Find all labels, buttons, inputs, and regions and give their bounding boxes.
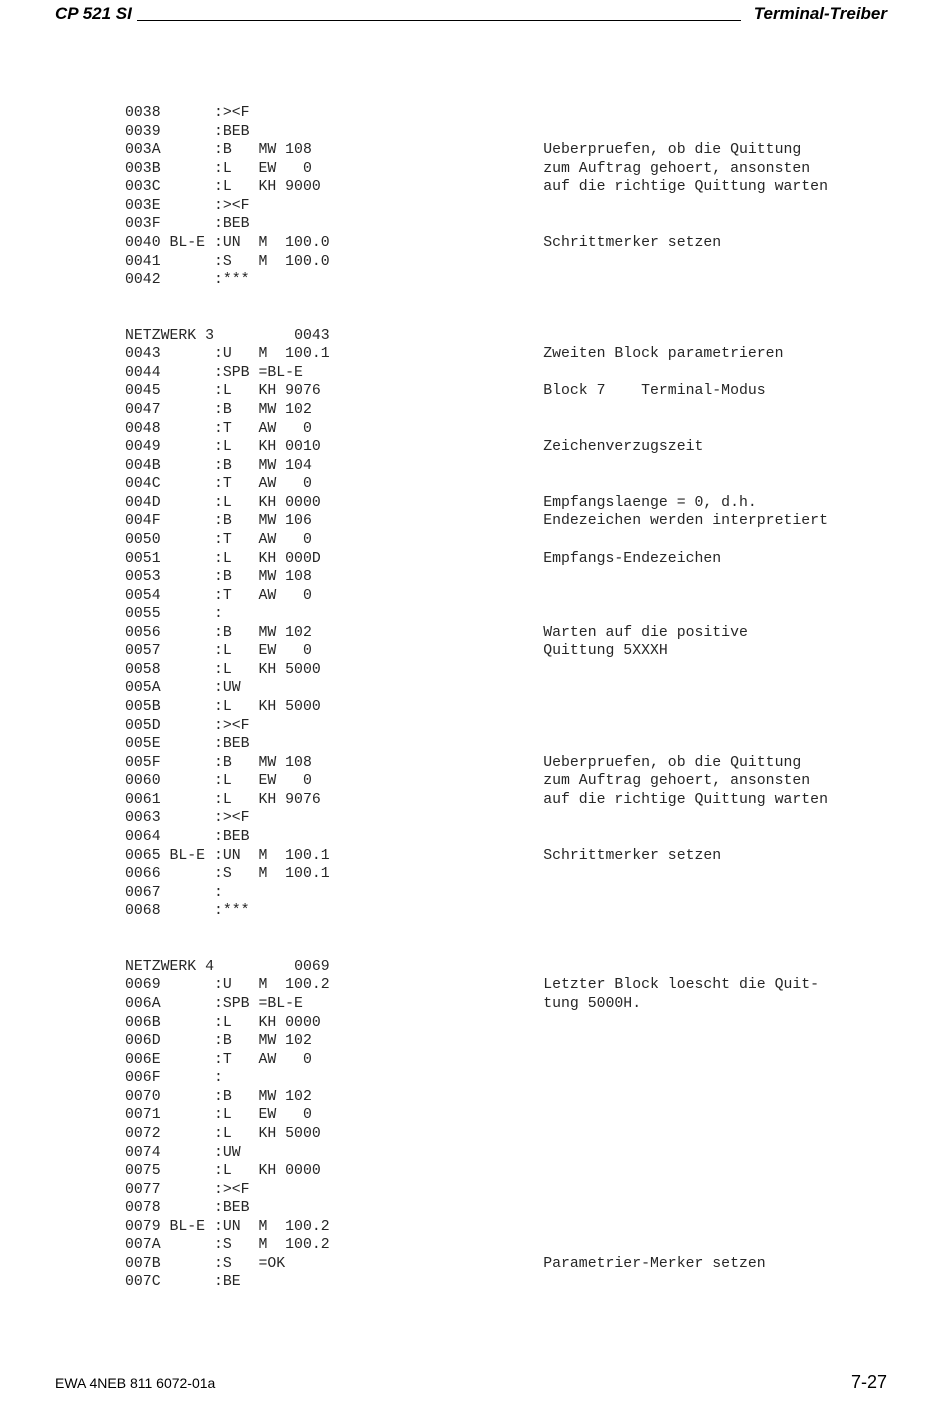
- code-line: [125, 642, 885, 661]
- line-address: 003B: [125, 160, 161, 177]
- code-line: [125, 494, 885, 513]
- instruction: :S M 100.1: [213, 866, 330, 883]
- line-comment: Zweiten Block parametrieren: [543, 346, 784, 363]
- instruction: :B MW 102: [213, 624, 312, 641]
- line-address: 0064: [125, 828, 161, 845]
- line-comment: Schrittmerker setzen: [543, 847, 722, 864]
- line-address: 0040: [125, 234, 161, 251]
- line-address: 0060: [125, 773, 161, 790]
- line-address: 0061: [125, 791, 161, 808]
- instruction: :B MW 108: [213, 569, 312, 586]
- line-address: 006E: [125, 1051, 161, 1068]
- code-line: [125, 568, 885, 587]
- instruction: :B MW 108: [213, 142, 312, 159]
- instruction: :L KH 9076: [213, 791, 321, 808]
- code-line: [125, 976, 885, 995]
- instruction: :***: [213, 903, 250, 920]
- code-line: [125, 1032, 885, 1051]
- line-comment: tung 5000H.: [543, 996, 642, 1012]
- line-address: 0047: [125, 402, 161, 418]
- line-address: 006F: [125, 1070, 161, 1087]
- instruction: :***: [213, 272, 250, 289]
- instruction: :L KH 0010: [213, 439, 321, 456]
- code-line: [125, 624, 885, 643]
- jump-label: BL-E: [169, 1218, 206, 1235]
- instruction: :><F: [213, 810, 250, 827]
- network-header: [125, 327, 885, 346]
- code-line: [125, 1088, 885, 1107]
- instruction: :L KH 0000: [213, 1014, 321, 1031]
- line-address: 0048: [125, 420, 161, 437]
- instruction: :U M 100.2: [213, 977, 330, 994]
- line-comment: auf die richtige Quittung warten: [543, 791, 828, 808]
- code-line: [125, 123, 885, 142]
- code-line: [125, 1051, 885, 1070]
- line-address: 007A: [125, 1237, 161, 1254]
- line-address: 003F: [125, 216, 161, 233]
- instruction: :T AW 0: [213, 587, 312, 604]
- instruction: :UW: [213, 680, 241, 697]
- instruction: :L KH 0000: [213, 494, 321, 511]
- line-comment: Quittung 5XXXH: [543, 643, 668, 660]
- line-address: 0041: [125, 253, 161, 270]
- instruction: :B MW 104: [213, 457, 312, 474]
- line-address: 007C: [125, 1274, 161, 1291]
- line-address: 0066: [125, 866, 161, 883]
- code-line: [125, 531, 885, 550]
- instruction: :SPB =BL-E: [213, 996, 303, 1012]
- instruction: :L KH 5000: [213, 1125, 321, 1142]
- line-address: 006B: [125, 1014, 161, 1031]
- line-address: 004B: [125, 457, 161, 474]
- line-address: 004D: [125, 494, 161, 511]
- instruction: :><F: [213, 197, 250, 214]
- line-address: 0071: [125, 1107, 161, 1124]
- code-line: [125, 234, 885, 253]
- instruction: :L KH 9076: [213, 383, 321, 400]
- code-line: [125, 587, 885, 606]
- instruction: :BE: [213, 1274, 241, 1291]
- line-comment: Block 7 Terminal-Modus: [543, 383, 766, 400]
- line-address: 0070: [125, 1088, 161, 1105]
- code-line: [125, 661, 885, 680]
- line-address: 0042: [125, 272, 161, 289]
- code-line: [125, 1106, 885, 1125]
- line-address: 003A: [125, 142, 161, 159]
- code-line: [125, 735, 885, 754]
- code-line: [125, 698, 885, 717]
- code-line: [125, 550, 885, 569]
- code-line: [125, 1218, 885, 1237]
- code-line: [125, 253, 885, 272]
- instruction: :UN M 100.2: [213, 1218, 330, 1235]
- line-address: 0056: [125, 624, 161, 641]
- instruction: :BEB: [213, 216, 250, 233]
- instruction: :L EW 0: [213, 773, 312, 790]
- code-line: [125, 1199, 885, 1218]
- line-address: 0049: [125, 439, 161, 456]
- line-address: 0039: [125, 123, 161, 140]
- line-address: 004C: [125, 476, 161, 493]
- line-comment: Ueberpruefen, ob die Quittung: [543, 142, 802, 159]
- instruction: :B MW 102: [213, 1033, 312, 1050]
- code-line: [125, 457, 885, 476]
- line-address: 005B: [125, 699, 161, 715]
- code-line: [125, 605, 885, 624]
- instruction: :B MW 108: [213, 754, 312, 771]
- code-line: [125, 828, 885, 847]
- code-line: [125, 754, 885, 773]
- code-line: [125, 438, 885, 457]
- line-address: 0072: [125, 1125, 161, 1142]
- instruction: :U M 100.1: [213, 346, 330, 363]
- instruction: :: [213, 1070, 223, 1087]
- code-line: [125, 178, 885, 197]
- line-address: 0063: [125, 810, 161, 827]
- network-section: [125, 958, 885, 1292]
- line-address: 0044: [125, 364, 161, 381]
- line-comment: Empfangslaenge = 0, d.h.: [543, 494, 757, 511]
- line-address: 005A: [125, 680, 161, 697]
- code-line: [125, 160, 885, 179]
- footer-page-number: 7-27: [850, 1372, 887, 1392]
- line-address: 0045: [125, 383, 161, 400]
- code-line: [125, 902, 885, 921]
- footer-document-id: EWA 4NEB 811 6072-01a: [55, 1375, 216, 1391]
- line-comment: Empfangs-Endezeichen: [543, 550, 722, 567]
- code-line: [125, 884, 885, 903]
- line-address: 0054: [125, 587, 161, 604]
- line-address: 0051: [125, 550, 161, 567]
- instruction: :: [213, 884, 223, 901]
- instruction: :L EW 0: [213, 160, 312, 177]
- code-line: [125, 345, 885, 364]
- code-line: [125, 215, 885, 234]
- listing-continuation: [125, 104, 885, 290]
- line-address: 003E: [125, 197, 161, 214]
- instruction: :T AW 0: [213, 531, 312, 548]
- code-line: [125, 1236, 885, 1255]
- instruction: :B MW 102: [213, 402, 312, 418]
- code-line: [125, 1144, 885, 1163]
- line-address: 005F: [125, 754, 161, 771]
- instruction: :S M 100.0: [213, 253, 330, 270]
- instruction: :SPB =BL-E: [213, 364, 303, 381]
- line-address: 0065: [125, 847, 161, 864]
- line-address: 0050: [125, 531, 161, 548]
- instruction: :BEB: [213, 123, 250, 140]
- instruction: :S M 100.2: [213, 1237, 330, 1254]
- instruction: :L EW 0: [213, 1107, 312, 1124]
- line-comment: Zeichenverzugszeit: [543, 439, 704, 456]
- line-address: 0057: [125, 643, 161, 660]
- header-chapter-title: Terminal-Treiber: [753, 4, 887, 23]
- code-line: [125, 475, 885, 494]
- network-title: NETZWERK 4: [125, 958, 214, 975]
- line-address: 004F: [125, 513, 161, 530]
- line-address: 005E: [125, 736, 161, 753]
- header-rule: [137, 20, 741, 21]
- line-comment: Endezeichen werden interpretiert: [543, 513, 828, 530]
- instruction: :L KH 5000: [213, 699, 321, 715]
- instruction: :><F: [213, 105, 250, 121]
- line-address: 006A: [125, 996, 161, 1012]
- program-listing: [125, 104, 885, 1292]
- line-address: 0038: [125, 105, 161, 121]
- line-comment: Parametrier-Merker setzen: [543, 1255, 766, 1272]
- code-line: [125, 1069, 885, 1088]
- code-line: [125, 865, 885, 884]
- instruction: :UN M 100.1: [213, 847, 330, 864]
- code-line: [125, 104, 885, 123]
- code-line: [125, 791, 885, 810]
- instruction: :T AW 0: [213, 420, 312, 437]
- code-line: [125, 717, 885, 736]
- instruction: :B MW 102: [213, 1088, 312, 1105]
- network-header: [125, 958, 885, 977]
- code-line: [125, 995, 885, 1014]
- line-address: 0067: [125, 884, 161, 901]
- instruction: :L EW 0: [213, 643, 312, 660]
- line-comment: Warten auf die positive: [543, 624, 748, 641]
- network-start-address: 0069: [294, 958, 330, 975]
- code-line: [125, 271, 885, 290]
- instruction: :BEB: [213, 736, 250, 753]
- line-comment: zum Auftrag gehoert, ansonsten: [543, 160, 811, 177]
- header-product-title: CP 521 SI: [55, 4, 132, 23]
- code-line: [125, 1014, 885, 1033]
- code-line: [125, 1162, 885, 1181]
- instruction: :T AW 0: [213, 476, 312, 493]
- instruction: :S =OK: [213, 1255, 286, 1272]
- line-address: 0079: [125, 1218, 161, 1235]
- code-line: [125, 1273, 885, 1292]
- instruction: :BEB: [213, 1200, 250, 1217]
- code-line: [125, 679, 885, 698]
- line-address: 0053: [125, 569, 161, 586]
- instruction: :BEB: [213, 828, 250, 845]
- instruction: :><F: [213, 717, 250, 734]
- line-address: 0077: [125, 1181, 161, 1198]
- instruction: :L KH 0000: [213, 1163, 321, 1180]
- line-address: 005D: [125, 717, 161, 734]
- network-title: NETZWERK 3: [125, 327, 214, 344]
- code-line: [125, 401, 885, 420]
- code-line: [125, 420, 885, 439]
- line-address: 0043: [125, 346, 161, 363]
- line-address: 0058: [125, 661, 161, 678]
- network-start-address: 0043: [294, 327, 330, 344]
- line-comment: Ueberpruefen, ob die Quittung: [543, 754, 802, 771]
- instruction: :L KH 9000: [213, 179, 321, 196]
- code-line: [125, 382, 885, 401]
- code-line: [125, 141, 885, 160]
- line-comment: Letzter Block loescht die Quit-: [543, 977, 820, 994]
- instruction: :UN M 100.0: [213, 234, 330, 251]
- line-comment: zum Auftrag gehoert, ansonsten: [543, 773, 811, 790]
- line-address: 0055: [125, 606, 161, 623]
- line-address: 007B: [125, 1255, 161, 1272]
- line-address: 003C: [125, 179, 161, 196]
- instruction: :UW: [213, 1144, 241, 1161]
- code-line: [125, 1181, 885, 1200]
- code-line: [125, 364, 885, 383]
- instruction: :><F: [213, 1181, 250, 1198]
- code-line: [125, 1255, 885, 1274]
- line-comment: Schrittmerker setzen: [543, 234, 722, 251]
- code-line: [125, 1125, 885, 1144]
- instruction: :L KH 5000: [213, 661, 321, 678]
- line-comment: auf die richtige Quittung warten: [543, 179, 828, 196]
- line-address: 0078: [125, 1200, 161, 1217]
- jump-label: BL-E: [169, 847, 206, 864]
- code-line: [125, 512, 885, 531]
- line-address: 0069: [125, 977, 161, 994]
- line-address: 0075: [125, 1163, 161, 1180]
- code-line: [125, 847, 885, 866]
- instruction: :B MW 106: [213, 513, 312, 530]
- line-address: 0068: [125, 903, 161, 920]
- network-section: [125, 327, 885, 921]
- instruction: :T AW 0: [213, 1051, 312, 1068]
- code-line: [125, 197, 885, 216]
- jump-label: BL-E: [169, 234, 206, 251]
- line-address: 0074: [125, 1144, 161, 1161]
- instruction: :: [213, 606, 223, 623]
- code-line: [125, 772, 885, 791]
- line-address: 006D: [125, 1033, 161, 1050]
- instruction: :L KH 000D: [213, 550, 321, 567]
- code-line: [125, 809, 885, 828]
